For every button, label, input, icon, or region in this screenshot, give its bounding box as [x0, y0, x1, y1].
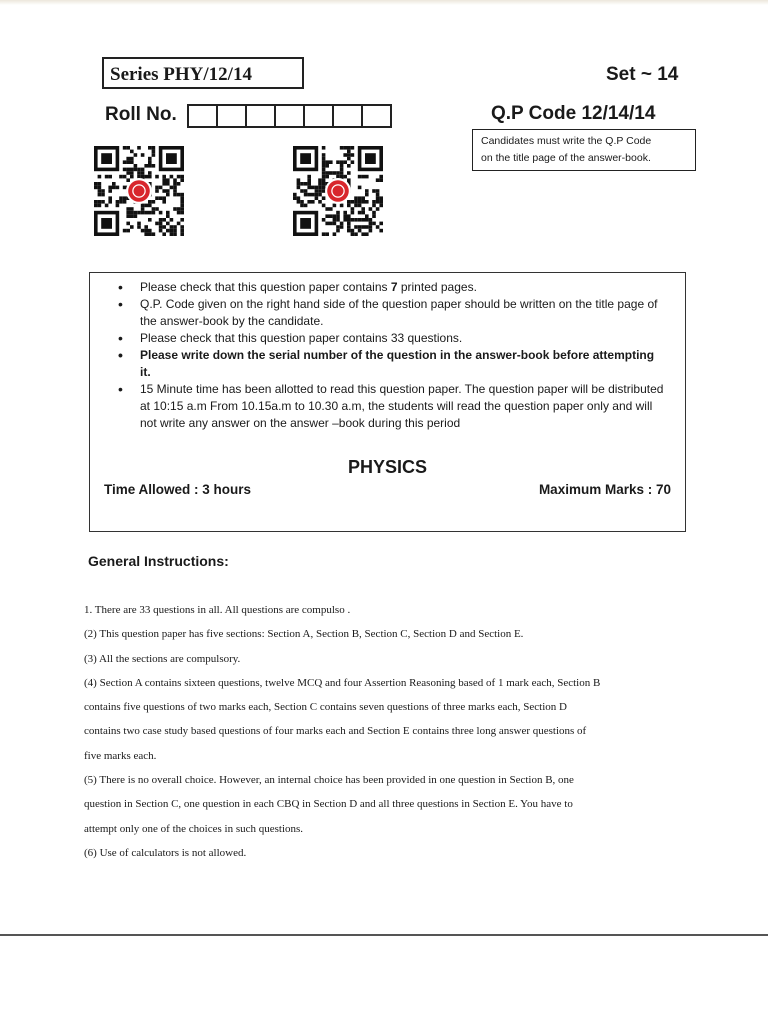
instruction-line: (6) Use of calculators is not allowed.	[84, 846, 247, 859]
roll-number-label: Roll No.	[105, 104, 177, 125]
instruction-line: contains two case study based questions of four marks each and Section E contains three long answer questions of	[84, 725, 587, 738]
roll-digit-box[interactable]	[245, 104, 276, 128]
instructions-box	[89, 272, 686, 532]
general-instructions-heading: General Instructions:	[88, 553, 229, 569]
instruction-line: (3) All the sections are compulsory.	[84, 652, 241, 665]
page-count: 7	[390, 280, 398, 294]
candidate-note-line: Candidates must write the Q.P Code	[481, 135, 652, 147]
roll-digit-box[interactable]	[303, 104, 334, 128]
roll-digit-box[interactable]	[274, 104, 305, 128]
qr-code-icon	[292, 146, 384, 236]
series-box: Series PHY/12/14	[102, 57, 304, 89]
instruction-text: Please check that this question paper contains	[140, 280, 391, 294]
set-label: Set ~ 14	[606, 64, 679, 85]
instruction-line: (4) Section A contains sixteen questions, twelve MCQ and four Assertion Reasoning based of 1 mark each, Section B	[84, 676, 601, 689]
instruction-item: • 15 Minute time has been allotted to read this question paper. The question paper will be distributed at 10:15 a.m From 10.15a.m to 10.30 a.m, the students will read the question paper only and will not write any answer on the answer –book during this period	[118, 381, 668, 432]
subject-title: PHYSICS	[347, 457, 428, 477]
roll-digit-box[interactable]	[332, 104, 363, 128]
instruction-line: contains five questions of two marks each, Section C contains seven questions of three marks each, Section D	[84, 701, 567, 714]
general-instructions-list	[84, 598, 684, 865]
roll-digit-box[interactable]	[216, 104, 247, 128]
roll-number-boxes[interactable]	[187, 104, 392, 128]
roll-digit-box[interactable]	[187, 104, 218, 128]
maximum-marks: Maximum Marks : 70	[538, 482, 671, 497]
roll-digit-box[interactable]	[361, 104, 392, 128]
qr-code-icon	[93, 146, 185, 236]
instruction-text: printed pages.	[397, 280, 477, 294]
instruction-item	[118, 279, 668, 296]
instruction-line: (5) There is no overall choice. However, an internal choice has been provided in one question in Section B, one	[84, 774, 574, 787]
instruction-line: question in Section C, one question in each CBQ in Section D and all three questions in Section E. You have to	[84, 798, 573, 811]
qp-code: Q.P Code 12/14/14	[491, 103, 656, 124]
instructions-list	[118, 279, 668, 432]
instruction-line: 1. There are 33 questions in all. All questions are compulso .	[84, 604, 351, 616]
candidate-note-box	[472, 129, 696, 171]
instruction-line: (2) This question paper has five sections: Section A, Section B, Section C, Section D and Section E.	[84, 628, 524, 641]
page-bottom-rule	[0, 934, 768, 936]
instruction-item: • Q.P. Code given on the right hand side of the question paper should be written on the title page of the answer-book by the candidate.	[118, 296, 668, 330]
candidate-note-line: on the title page of the answer-book.	[481, 152, 651, 164]
instruction-line: attempt only one of the choices in such questions.	[84, 822, 304, 835]
instruction-item: • Please write down the serial number of the question in the answer-book before attempting it.	[118, 347, 668, 381]
time-allowed: Time Allowed : 3 hours	[104, 482, 252, 497]
instruction-line: five marks each.	[84, 749, 157, 762]
instruction-item: • Please check that this question paper contains 33 questions.	[118, 330, 668, 347]
